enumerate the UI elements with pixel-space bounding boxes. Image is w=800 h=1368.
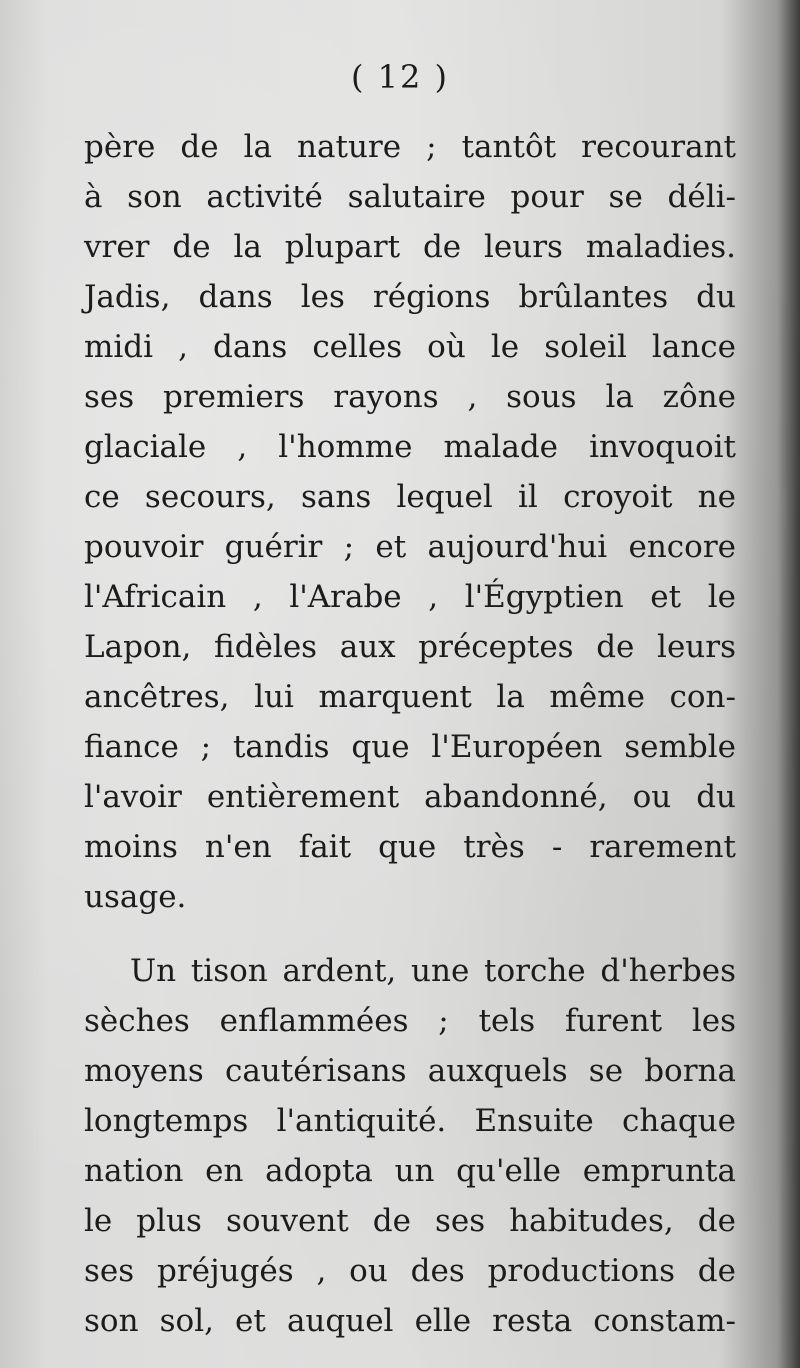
text-line: moyens cautérisans auxquels se borna <box>84 1053 736 1089</box>
text-line: Lapon, fidèles aux préceptes de leurs <box>84 629 736 665</box>
text-line: sèches enflammées ; tels furent les <box>84 1003 736 1039</box>
text-line: l'Africain , l'Arabe , l'Égyptien et le <box>84 579 736 615</box>
paragraph-gap <box>84 922 736 946</box>
text-line: Jadis, dans les régions brûlantes du <box>84 279 736 315</box>
text-line: pouvoir guérir ; et aujourd'hui encore <box>84 529 736 565</box>
text-line: l'avoir entièrement abandonné, ou du <box>84 779 736 815</box>
page-edge-shadow <box>778 0 800 1368</box>
text-line: son sol, et auquel elle resta constam- <box>84 1303 736 1339</box>
text-line: moins n'en fait que très - rarement <box>84 829 736 865</box>
text-line: à son activité salutaire pour se déli- <box>84 179 736 215</box>
text-line: midi , dans celles où le soleil lance <box>84 329 736 365</box>
text-line: le plus souvent de ses habitudes, de <box>84 1203 736 1239</box>
text-line: ce secours, sans lequel il croyoit ne <box>84 479 736 515</box>
text-line: nation en adopta un qu'elle emprunta <box>84 1153 736 1189</box>
text-line: vrer de la plupart de leurs maladies. <box>84 229 736 265</box>
text-line: ses préjugés , ou des productions de <box>84 1253 736 1289</box>
text-line: ses premiers rayons , sous la zône <box>84 379 736 415</box>
text-line: père de la nature ; tantôt recourant <box>84 129 736 165</box>
page-number: ( 12 ) <box>350 58 450 96</box>
text-line: Un tison ardent, une torche d'herbes <box>130 953 736 989</box>
text-line: longtemps l'antiquité. Ensuite chaque <box>84 1103 736 1139</box>
paragraph <box>84 946 736 1346</box>
paragraph <box>84 122 736 922</box>
text-line: ancêtres, lui marquent la même con- <box>84 679 736 715</box>
text-line: fiance ; tandis que l'Européen semble <box>84 729 736 765</box>
text-line: glaciale , l'homme malade invoquoit <box>84 429 736 465</box>
body-text <box>84 122 736 1346</box>
text-line: usage. <box>84 879 187 915</box>
